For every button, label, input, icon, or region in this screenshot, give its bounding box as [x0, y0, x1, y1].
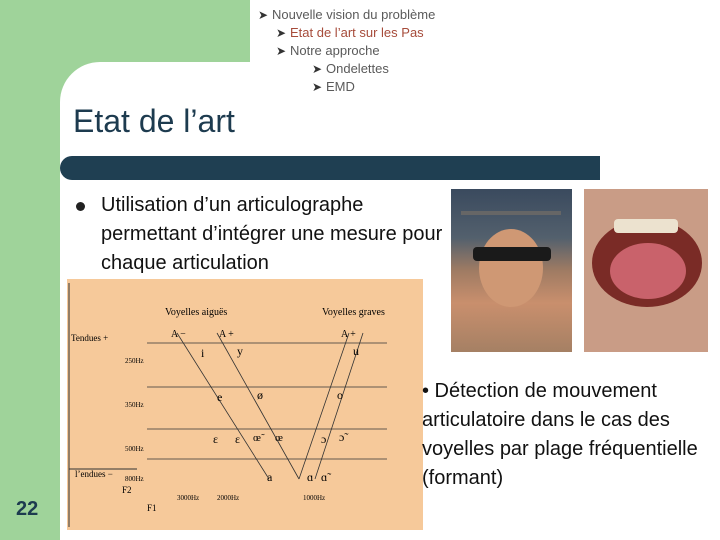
articulograph-headset-photo [451, 189, 572, 352]
page-number: 22 [16, 498, 39, 520]
arrow-bullet-icon: ➤ [276, 44, 287, 58]
row-label-top: Tendues + [71, 333, 109, 343]
photo-head [479, 229, 543, 307]
bottom-tick-1000: 1000Hz [303, 494, 326, 502]
vowel-oe2: œ [275, 432, 283, 444]
header-left: Voyelles aiguës [165, 307, 228, 318]
arrow-bullet-icon: ➤ [276, 26, 287, 40]
nav-item-notre-approche[interactable] [258, 42, 435, 60]
bullet-articulographe: Utilisation d’un articulographe permettant d’intégrer une mesure pour chaque articulation [101, 194, 443, 274]
f1-tick-350: 350Hz [125, 401, 144, 409]
f1-tick-800: 800Hz [125, 475, 144, 483]
section-navigation [258, 6, 435, 96]
vowel-oe-nasal: œ̃ [253, 432, 261, 444]
photo-headband [473, 247, 551, 261]
arrow-bullet-icon: ➤ [258, 8, 269, 22]
nav-item-ondelettes[interactable] [258, 60, 435, 78]
bottom-tick-3000: 3000Hz [177, 494, 200, 502]
arrow-bullet-icon: ➤ [312, 62, 323, 76]
photo-teeth [614, 219, 678, 233]
vowel-a2: ɑ [307, 470, 314, 484]
header-right: Voyelles graves [322, 307, 385, 318]
vowel-eps: ɛ [213, 432, 219, 446]
green-top-band [0, 0, 250, 62]
nav-item-label: Nouvelle vision du problème [272, 7, 436, 22]
vowel-a-nasal: ɑ̃ [321, 470, 328, 484]
title-underline-bar [60, 156, 600, 180]
f1-label: F1 [147, 503, 157, 513]
nav-item-etat-art[interactable] [258, 24, 435, 42]
bullet-dot-icon [76, 202, 85, 211]
slide-title: Etat de l’art [73, 103, 235, 139]
vowel-eps2: ɛ [235, 432, 241, 446]
nav-item-label: Ondelettes [326, 61, 389, 76]
vowel-open-o-nasal: ɔ̃ [339, 430, 345, 444]
nav-item-label: Etat de l’art sur les Pas [290, 25, 424, 40]
vowel-y: y [237, 344, 243, 358]
nav-item-label: EMD [326, 79, 355, 94]
nav-item-emd[interactable] [258, 78, 435, 96]
vowel-a-plus-right: A + [341, 329, 356, 340]
arrow-bullet-icon: ➤ [312, 80, 323, 94]
nav-item-nouvelle-vision[interactable] [258, 6, 435, 24]
vowel-u: u [353, 344, 359, 358]
bottom-tick-2000: 2000Hz [217, 494, 240, 502]
photo-rod [461, 211, 561, 215]
vowel-formant-svg [67, 279, 423, 530]
vowel-o: o [337, 388, 343, 402]
photo-tongue [610, 243, 686, 299]
vowel-formant-diagram [67, 279, 423, 530]
f2-label: F2 [122, 485, 132, 495]
vowel-i: i [201, 346, 205, 360]
f1-tick-500: 500Hz [125, 445, 144, 453]
vowel-a: a [267, 470, 273, 484]
vowel-oe: ø [257, 388, 263, 402]
tongue-sensors-photo [584, 189, 708, 352]
nav-item-label: Notre approche [290, 43, 380, 58]
vowel-a-minus: A − [171, 329, 186, 340]
vowel-a-plus: A + [219, 329, 234, 340]
vowel-e: e [217, 390, 223, 404]
bullet-detection: • Détection de mouvement articulatoire dans le cas des voyelles par plage fréquentielle (formant) [422, 380, 698, 489]
f1-tick-250: 250Hz [125, 357, 144, 365]
row-label-bottom: l’endues − [75, 469, 113, 479]
vowel-open-o: ɔ [321, 432, 327, 446]
